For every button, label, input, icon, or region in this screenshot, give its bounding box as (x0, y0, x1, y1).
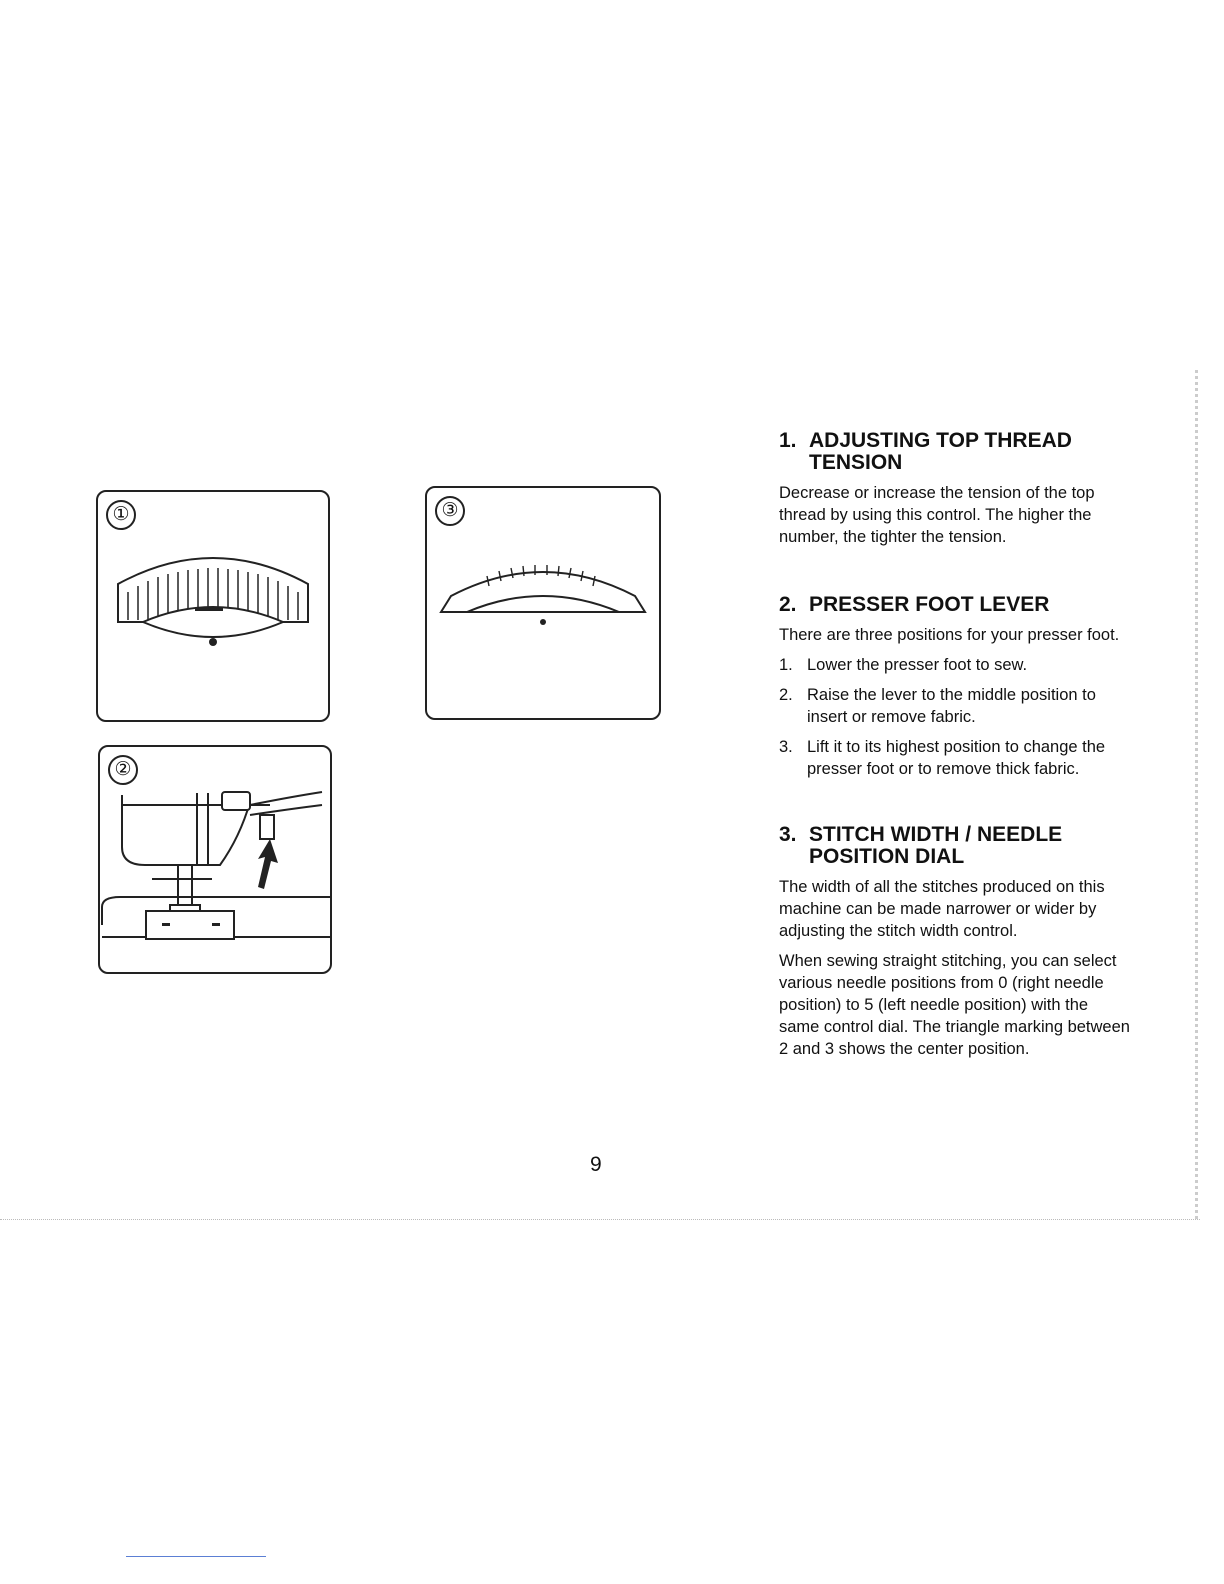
bottom-scan-rule (0, 1219, 1200, 1220)
list-item (779, 736, 1131, 780)
figure-number-1: ① (106, 500, 136, 530)
instructions-column (779, 430, 1131, 1060)
section-heading (779, 824, 1131, 868)
section-title: ADJUSTING TOP THREAD TENSION (809, 429, 1072, 474)
blue-mark (126, 1556, 266, 1557)
presser-foot-steps (779, 654, 1131, 780)
figure-number-2: ② (108, 755, 138, 785)
section-body-2: When sewing straight stitching, you can select various needle positions from 0 (right needle position) to 5 (left needle position) with the same control dial. The triangle marking between 2 and 3 shows the center position. (779, 952, 1130, 1058)
step-text: Lift it to its highest position to change the presser foot or to remove thick fabric. (807, 738, 1106, 778)
section-number: 3. (779, 823, 797, 846)
section-title: PRESSER FOOT LEVER (809, 593, 1050, 616)
figure-number-3: ③ (435, 496, 465, 526)
section-body: There are three positions for your presser foot. (779, 626, 1120, 644)
page-number: 9 (590, 1153, 602, 1176)
section-number: 2. (779, 593, 797, 616)
step-number: 1. (779, 656, 793, 674)
section-heading (779, 430, 1131, 474)
scan-edge (1195, 370, 1198, 1220)
list-item (779, 684, 1131, 728)
section-title: STITCH WIDTH / NEEDLE POSITION DIAL (809, 823, 1063, 868)
section-number: 1. (779, 429, 797, 452)
step-number: 2. (779, 686, 793, 704)
section-top-thread-tension (779, 430, 1131, 548)
list-item (779, 654, 1131, 676)
step-number: 3. (779, 738, 793, 756)
figure-tension-dial (96, 490, 330, 722)
stitch-width-dial-illustration (427, 488, 659, 718)
presser-foot-illustration (100, 747, 330, 972)
step-text: Lower the presser foot to sew. (807, 656, 1028, 674)
section-stitch-width-dial (779, 824, 1131, 1060)
section-body: Decrease or increase the tension of the top thread by using this control. The higher the number, the tighter the tension. (779, 484, 1095, 546)
section-presser-foot-lever (779, 594, 1131, 780)
section-body: The width of all the stitches produced on this machine can be made narrower or wider by adjusting the stitch width control. (779, 878, 1105, 940)
figure-presser-foot-lever (98, 745, 332, 974)
step-text: Raise the lever to the middle position to insert or remove fabric. (807, 686, 1096, 726)
tension-dial-illustration (98, 492, 328, 720)
section-heading (779, 594, 1131, 616)
figure-stitch-width-dial (425, 486, 661, 720)
